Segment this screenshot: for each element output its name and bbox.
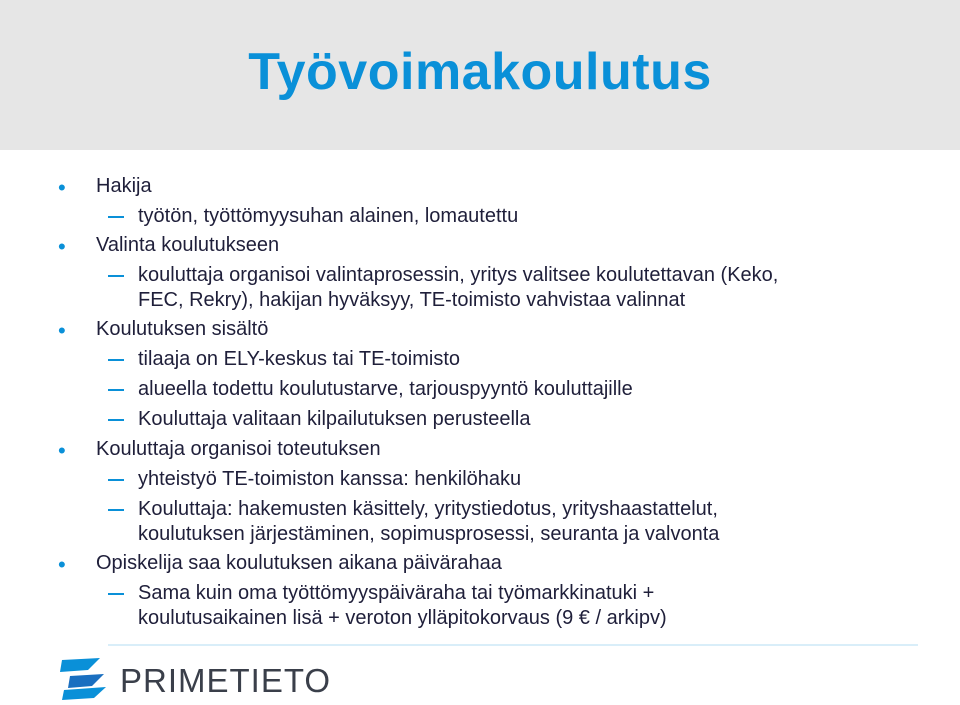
bullet-dot: • bbox=[58, 234, 66, 259]
dash-marker bbox=[108, 359, 124, 361]
sub-item: Kouluttaja: hakemusten käsittely, yritystiedotus, yrityshaastattelut, bbox=[138, 498, 718, 520]
sub-item: Sama kuin oma työttömyyspäiväraha tai työmarkkinatuki + bbox=[138, 582, 655, 604]
sub-item-cont: koulutusaikainen lisä + veroton ylläpitokorvaus (9 € / arkipv) bbox=[138, 607, 667, 629]
bullet-dot: • bbox=[58, 438, 66, 463]
dash-marker bbox=[108, 389, 124, 391]
bullet-item: Valinta koulutukseen bbox=[96, 234, 280, 256]
bullet-dot: • bbox=[58, 318, 66, 343]
dash-marker bbox=[108, 593, 124, 595]
dash-marker bbox=[108, 275, 124, 277]
sub-item: kouluttaja organisoi valintaprosessin, yritys valitsee koulutettavan (Keko, bbox=[138, 264, 779, 286]
sub-item: tilaaja on ELY-keskus tai TE-toimisto bbox=[138, 348, 461, 370]
slide-title: Työvoimakoulutus bbox=[248, 43, 712, 101]
sub-item-cont: FEC, Rekry), hakijan hyväksyy, TE-toimisto vahvistaa valinnat bbox=[138, 289, 686, 311]
bullet-item: Opiskelija saa koulutuksen aikana päivärahaa bbox=[96, 552, 502, 574]
sub-item: työtön, työttömyysuhan alainen, lomautettu bbox=[138, 205, 519, 227]
dash-marker bbox=[108, 216, 124, 218]
dash-marker bbox=[108, 509, 124, 511]
dash-marker bbox=[108, 419, 124, 421]
footer-divider bbox=[108, 644, 918, 646]
primetieto-logo-icon bbox=[60, 656, 112, 705]
sub-item: yhteistyö TE-toimiston kanssa: henkilöhaku bbox=[138, 468, 522, 490]
bullet-item: Hakija bbox=[96, 175, 152, 197]
sub-item: alueella todettu koulutustarve, tarjouspyyntö kouluttajille bbox=[138, 378, 633, 400]
dash-marker bbox=[108, 479, 124, 481]
bullet-item: Koulutuksen sisältö bbox=[96, 318, 269, 340]
bullet-item: Kouluttaja organisoi toteutuksen bbox=[96, 438, 381, 460]
bullet-dot: • bbox=[58, 175, 66, 200]
sub-item: Kouluttaja valitaan kilpailutuksen perusteella bbox=[138, 408, 531, 430]
logo-text: PRIMETIETO bbox=[120, 662, 332, 699]
bullet-dot: • bbox=[58, 552, 66, 577]
sub-item-cont: koulutuksen järjestäminen, sopimusprosessi, seuranta ja valvonta bbox=[138, 523, 720, 545]
